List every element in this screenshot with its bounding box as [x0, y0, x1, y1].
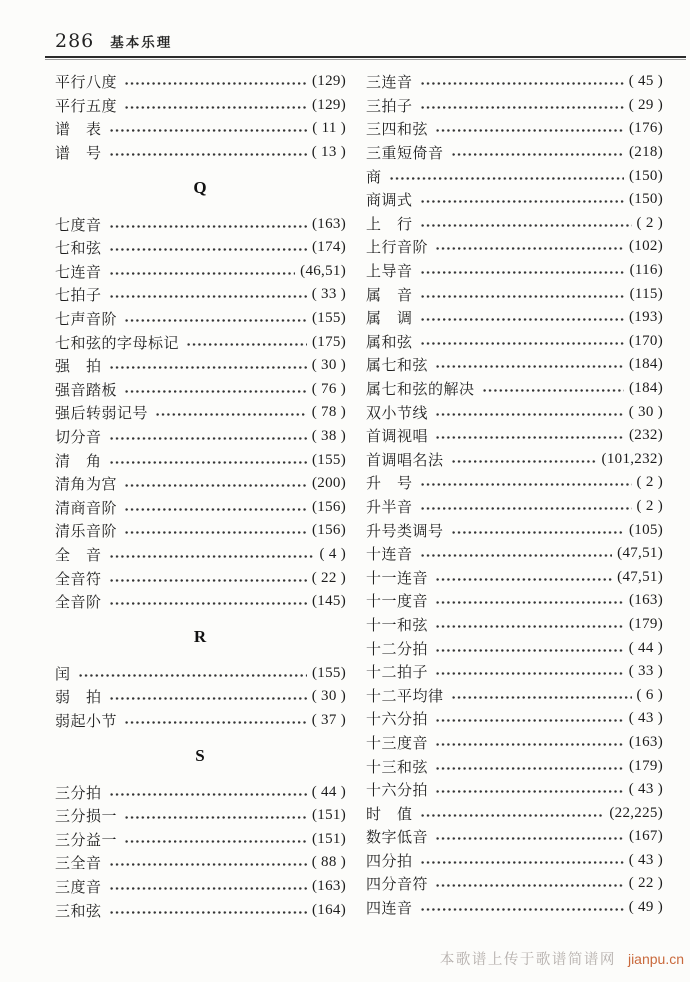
entry-pages: (155) — [312, 664, 346, 681]
entry-term: 谱 表 — [55, 122, 102, 139]
entry-pages: ( 29 ) — [628, 96, 663, 113]
index-entry — [55, 260, 346, 284]
index-entry — [366, 188, 663, 212]
dot-leader — [435, 735, 624, 750]
entry-term: 三四和弦 — [366, 122, 429, 139]
index-entry — [366, 754, 663, 778]
entry-term: 十二拍子 — [366, 665, 429, 682]
entry-term: 十二分拍 — [366, 641, 429, 658]
entry-term: 四分音符 — [366, 877, 429, 894]
entry-term: 清角为宫 — [55, 477, 118, 494]
entry-term: 七度音 — [55, 217, 102, 234]
dot-leader — [435, 121, 624, 136]
dot-leader — [109, 594, 307, 609]
index-entry — [366, 660, 663, 684]
entry-term: 七和弦 — [55, 241, 102, 258]
entry-term: 升半音 — [366, 499, 413, 516]
dot-leader — [124, 808, 307, 823]
entry-pages: (115) — [629, 285, 663, 302]
entry-term: 十三度音 — [366, 735, 429, 752]
entry-term: 三和弦 — [55, 903, 102, 920]
entry-pages: ( 43 ) — [628, 781, 663, 798]
entry-pages: ( 22 ) — [311, 569, 346, 586]
index-entry — [55, 780, 346, 804]
index-entry — [55, 141, 346, 165]
dot-leader — [389, 169, 624, 184]
index-entry — [366, 565, 663, 589]
dot-leader — [420, 216, 632, 231]
entry-term: 切分音 — [55, 430, 102, 447]
entry-term: 商 — [366, 169, 382, 186]
dot-leader — [435, 664, 624, 679]
index-entry — [55, 519, 346, 543]
entry-pages: (150) — [629, 191, 663, 208]
entry-pages: ( 22 ) — [628, 875, 663, 892]
entry-term: 上行音阶 — [366, 240, 429, 257]
entry-pages: (179) — [629, 757, 663, 774]
entry-pages: (179) — [629, 615, 663, 632]
entry-term: 三重短倚音 — [366, 146, 444, 163]
entry-term: 升号类调号 — [366, 523, 444, 540]
dot-leader — [420, 310, 624, 325]
entry-pages: (151) — [312, 830, 346, 847]
entry-term: 全 音 — [55, 547, 102, 564]
page-number: 286 — [55, 30, 95, 52]
entry-pages: ( 2 ) — [636, 497, 663, 514]
entry-term: 七声音阶 — [55, 312, 118, 329]
entry-pages: ( 49 ) — [628, 899, 663, 916]
dot-leader — [435, 428, 624, 443]
index-entry — [366, 424, 663, 448]
index-entry — [55, 590, 346, 614]
entry-term: 七拍子 — [55, 288, 102, 305]
dot-leader — [420, 263, 625, 278]
entry-pages: ( 30 ) — [311, 688, 346, 705]
dot-leader — [124, 98, 307, 113]
index-entry — [366, 164, 663, 188]
index-entry — [55, 283, 346, 307]
entry-pages: (155) — [312, 451, 346, 468]
entry-term: 三拍子 — [366, 98, 413, 115]
dot-leader — [109, 785, 307, 800]
entry-pages: (105) — [629, 521, 663, 538]
entry-term: 上导音 — [366, 264, 413, 281]
dot-leader — [451, 688, 632, 703]
dot-leader — [420, 806, 605, 821]
entry-pages: ( 43 ) — [628, 851, 663, 868]
entry-term: 弱 拍 — [55, 690, 102, 707]
entry-pages: ( 43 ) — [628, 710, 663, 727]
dot-leader — [124, 476, 307, 491]
index-entry — [366, 707, 663, 731]
book-title: 基本乐理 — [110, 35, 173, 50]
dot-leader — [109, 855, 307, 870]
index-entry — [366, 259, 663, 283]
index-entry — [55, 685, 346, 709]
entry-term: 属 调 — [366, 311, 413, 328]
entry-pages: ( 33 ) — [628, 663, 663, 680]
entry-pages: ( 76 ) — [311, 380, 346, 397]
dot-leader — [420, 900, 624, 915]
entry-pages: ( 38 ) — [311, 428, 346, 445]
dot-leader — [451, 523, 624, 538]
dot-leader — [124, 523, 307, 538]
dot-leader — [420, 98, 624, 113]
entry-pages: (175) — [312, 333, 346, 350]
entry-term: 全音阶 — [55, 595, 102, 612]
section-letter: Q — [193, 178, 208, 198]
entry-term: 七和弦的字母标记 — [55, 335, 180, 352]
entry-pages: ( 30 ) — [311, 357, 346, 374]
entry-pages: (116) — [629, 262, 663, 279]
dot-leader — [435, 570, 612, 585]
dot-leader — [186, 335, 307, 350]
entry-term: 十一度音 — [366, 594, 429, 611]
entry-pages: (163) — [629, 733, 663, 750]
entry-term: 谱 号 — [55, 146, 102, 163]
dot-leader — [420, 334, 624, 349]
dot-leader — [451, 145, 624, 160]
entry-term: 清乐音阶 — [55, 524, 118, 541]
dot-leader — [109, 879, 307, 894]
index-entry — [366, 448, 663, 472]
entry-term: 首调视唱 — [366, 429, 429, 446]
index-entry — [366, 353, 663, 377]
entry-term: 十一连音 — [366, 570, 429, 587]
dot-leader — [109, 358, 307, 373]
entry-term: 十二平均律 — [366, 688, 444, 705]
entry-pages: ( 44 ) — [628, 639, 663, 656]
index-entry — [55, 117, 346, 141]
entry-pages: ( 78 ) — [311, 404, 346, 421]
entry-term: 三全音 — [55, 856, 102, 873]
dot-leader — [482, 381, 624, 396]
dot-leader — [109, 571, 307, 586]
dot-leader — [435, 876, 624, 891]
entry-term: 属七和弦 — [366, 358, 429, 375]
entry-term: 属 音 — [366, 287, 413, 304]
index-entry — [366, 495, 663, 519]
dot-leader — [435, 593, 624, 608]
index-entry — [366, 683, 663, 707]
index-entry — [55, 401, 346, 425]
dot-leader — [435, 782, 624, 797]
index-entry — [55, 425, 346, 449]
entry-pages: ( 2 ) — [636, 474, 663, 491]
dot-leader — [451, 452, 597, 467]
entry-pages: (232) — [629, 427, 663, 444]
entry-pages: ( 45 ) — [628, 73, 663, 90]
entry-pages: (174) — [312, 239, 346, 256]
entry-term: 商调式 — [366, 193, 413, 210]
entry-pages: (129) — [312, 96, 346, 113]
index-entry — [55, 496, 346, 520]
dot-leader — [109, 121, 308, 136]
entry-term: 十六分拍 — [366, 783, 429, 800]
entry-term: 十六分拍 — [366, 712, 429, 729]
entry-term: 清 角 — [55, 453, 102, 470]
index-entry — [366, 542, 663, 566]
section-letter: S — [195, 746, 206, 766]
entry-pages: (167) — [629, 828, 663, 845]
index-entry — [366, 778, 663, 802]
dot-leader — [435, 641, 624, 656]
dot-leader — [109, 264, 296, 279]
entry-pages: ( 88 ) — [311, 854, 346, 871]
entry-pages: (184) — [629, 380, 663, 397]
index-entry — [55, 307, 346, 331]
section-letter: R — [193, 627, 208, 647]
entry-term: 七连音 — [55, 264, 102, 281]
index-entry — [366, 377, 663, 401]
index-entry — [366, 471, 663, 495]
index-entry — [55, 875, 346, 899]
index-entry — [55, 543, 346, 567]
dot-leader — [124, 832, 307, 847]
index-entry — [366, 613, 663, 637]
index-entry — [366, 330, 663, 354]
entry-term: 上 行 — [366, 216, 413, 233]
dot-leader — [420, 287, 625, 302]
entry-pages: ( 13 ) — [311, 144, 346, 161]
page-header — [55, 30, 172, 52]
entry-pages: (193) — [629, 309, 663, 326]
entry-pages: (47,51) — [617, 568, 663, 585]
entry-term: 十一和弦 — [366, 617, 429, 634]
entry-term: 四分拍 — [366, 853, 413, 870]
entry-term: 强 拍 — [55, 359, 102, 376]
index-entry — [366, 872, 663, 896]
dot-leader — [420, 475, 632, 490]
entry-pages: (151) — [312, 807, 346, 824]
entry-term: 升 号 — [366, 476, 413, 493]
index-entry — [55, 70, 346, 94]
entry-pages: ( 4 ) — [319, 545, 346, 562]
entry-pages: (145) — [312, 593, 346, 610]
index-entry — [366, 825, 663, 849]
dot-leader — [124, 74, 307, 89]
index-entry — [55, 661, 346, 685]
entry-term: 时 值 — [366, 806, 413, 823]
entry-term: 十三和弦 — [366, 759, 429, 776]
dot-leader — [109, 689, 307, 704]
entry-term: 强后转弱记号 — [55, 406, 149, 423]
dot-leader — [420, 853, 624, 868]
entry-term: 三分益一 — [55, 832, 118, 849]
index-entry — [55, 566, 346, 590]
watermark-text: 本歌谱上传于歌谱简谱网 — [439, 952, 616, 968]
entry-term: 平行八度 — [55, 75, 118, 92]
entry-pages: (164) — [312, 901, 346, 918]
entry-pages: ( 33 ) — [311, 286, 346, 303]
dot-leader — [420, 192, 624, 207]
dot-leader — [124, 500, 307, 515]
dot-leader — [420, 74, 624, 89]
index-entry — [55, 804, 346, 828]
dot-leader — [124, 311, 307, 326]
entry-pages: (46,51) — [300, 262, 346, 279]
entry-term: 三分拍 — [55, 785, 102, 802]
index-entry — [366, 70, 663, 94]
dot-leader — [109, 287, 307, 302]
entry-pages: (102) — [629, 238, 663, 255]
entry-pages: (155) — [312, 310, 346, 327]
dot-leader — [435, 239, 624, 254]
entry-term: 弱起小节 — [55, 713, 118, 730]
entry-pages: (163) — [312, 215, 346, 232]
index-entry — [55, 472, 346, 496]
dot-leader — [155, 405, 307, 420]
entry-term: 强音踏板 — [55, 382, 118, 399]
header-rule — [45, 56, 686, 60]
entry-term: 属七和弦的解决 — [366, 382, 475, 399]
index-entry — [366, 94, 663, 118]
entry-pages: ( 2 ) — [636, 214, 663, 231]
entry-pages: ( 11 ) — [312, 120, 346, 137]
index-entry — [366, 400, 663, 424]
index-entry — [366, 589, 663, 613]
entry-pages: (184) — [629, 356, 663, 373]
dot-leader — [435, 711, 624, 726]
dot-leader — [124, 713, 307, 728]
dot-leader — [435, 405, 624, 420]
index-entry — [55, 354, 346, 378]
entry-pages: (47,51) — [617, 545, 663, 562]
entry-pages: (163) — [629, 592, 663, 609]
entry-pages: (129) — [312, 73, 346, 90]
index-entry — [366, 518, 663, 542]
watermark-site-link: jianpu.cn — [627, 951, 684, 967]
entry-term: 三度音 — [55, 879, 102, 896]
index-entry — [366, 117, 663, 141]
entry-pages: (218) — [629, 144, 663, 161]
entry-term: 三连音 — [366, 75, 413, 92]
entry-term: 清商音阶 — [55, 500, 118, 517]
watermark — [440, 948, 684, 969]
entry-pages: ( 6 ) — [636, 686, 663, 703]
index-entry — [366, 801, 663, 825]
entry-term: 四连音 — [366, 901, 413, 918]
entry-term: 平行五度 — [55, 98, 118, 115]
entry-term: 数字低音 — [366, 830, 429, 847]
index-entry — [366, 282, 663, 306]
index-entry — [55, 94, 346, 118]
entry-pages: (156) — [312, 498, 346, 515]
entry-term: 三分损一 — [55, 809, 118, 826]
index-entry — [55, 851, 346, 875]
index-entry — [366, 849, 663, 873]
entry-pages: (150) — [629, 167, 663, 184]
entry-pages: ( 44 ) — [311, 783, 346, 800]
dot-leader — [435, 617, 624, 632]
entry-pages: (170) — [629, 332, 663, 349]
entry-pages: (156) — [312, 522, 346, 539]
dot-leader — [109, 429, 307, 444]
entry-pages: (101,232) — [601, 450, 663, 467]
entry-term: 十连音 — [366, 547, 413, 564]
index-entry — [366, 306, 663, 330]
entry-pages: (163) — [312, 877, 346, 894]
dot-leader — [420, 499, 632, 514]
entry-term: 闰 — [55, 666, 71, 683]
index-entry — [55, 212, 346, 236]
dot-leader — [109, 240, 307, 255]
dot-leader — [109, 145, 307, 160]
index-entry — [55, 378, 346, 402]
dot-leader — [109, 547, 315, 562]
index-entry — [55, 448, 346, 472]
dot-leader — [435, 357, 624, 372]
dot-leader — [124, 382, 307, 397]
dot-leader — [435, 759, 624, 774]
index-entry — [55, 236, 346, 260]
index-column-right — [366, 70, 663, 919]
dot-leader — [78, 666, 307, 681]
entry-term: 双小节线 — [366, 405, 429, 422]
index-entry — [55, 898, 346, 922]
entry-pages: ( 30 ) — [628, 403, 663, 420]
entry-pages: (22,225) — [609, 804, 663, 821]
entry-term: 属和弦 — [366, 334, 413, 351]
index-entry — [55, 709, 346, 733]
index-entry — [366, 141, 663, 165]
index-entry — [55, 827, 346, 851]
index-entry — [366, 731, 663, 755]
dot-leader — [109, 217, 307, 232]
index-entry — [366, 212, 663, 236]
index-column-left — [55, 70, 346, 922]
dot-leader — [109, 453, 307, 468]
dot-leader — [109, 903, 307, 918]
index-entry — [366, 235, 663, 259]
index-entry — [366, 636, 663, 660]
entry-pages: ( 37 ) — [311, 711, 346, 728]
entry-pages: (176) — [629, 120, 663, 137]
entry-pages: (200) — [312, 475, 346, 492]
entry-term: 首调唱名法 — [366, 452, 444, 469]
index-entry — [55, 330, 346, 354]
dot-leader — [435, 829, 624, 844]
dot-leader — [420, 546, 613, 561]
entry-term: 全音符 — [55, 571, 102, 588]
index-entry — [366, 896, 663, 920]
